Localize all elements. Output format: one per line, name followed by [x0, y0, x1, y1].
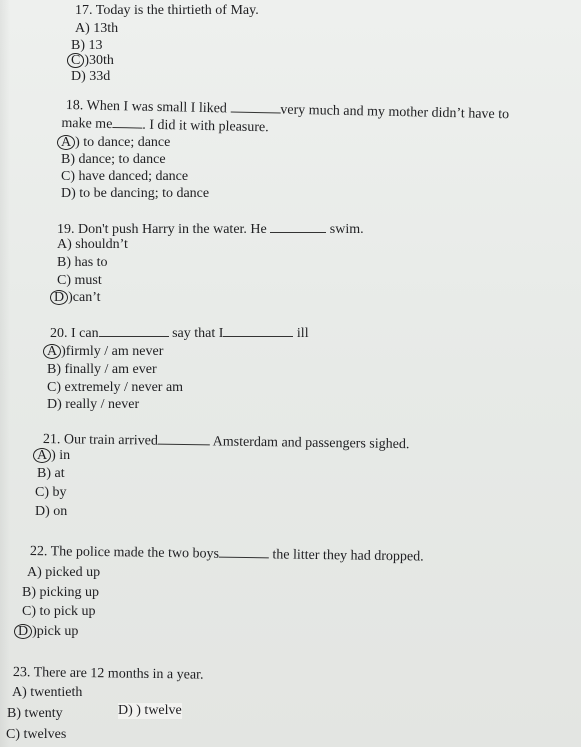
question-17-text: 17. Today is the thirtieth of May.	[75, 3, 259, 18]
question-19-option-c: C) must	[57, 273, 102, 288]
question-23-option-c: C) twelves	[6, 727, 67, 742]
question-21-option-b: B) at	[37, 466, 65, 481]
question-17-option-d: D) 33d	[71, 69, 111, 84]
answer-circle-mark: A	[33, 448, 51, 463]
question-19-option-a: A) shouldn’t	[57, 237, 128, 252]
question-20-option-b: B) finally / am ever	[47, 362, 157, 377]
question-22-option-d: D )pick up	[18, 624, 78, 640]
question-23-option-b: B) twenty	[7, 706, 63, 721]
page-edge-shadow	[0, 0, 10, 747]
answer-circle-mark: D	[14, 624, 32, 639]
question-19-option-b: B) has to	[57, 255, 108, 270]
question-18-option-a: A ) to dance; dance	[61, 135, 170, 151]
question-19-option-d: D )can’t	[54, 289, 101, 306]
question-20-option-c: C) extremely / never am	[47, 380, 184, 395]
question-20-text: 20. I can say that I ill	[50, 326, 309, 341]
question-19-text: 19. Don't push Harry in the water. He swim.	[57, 222, 364, 237]
question-20-option-d: D) really / never	[47, 397, 140, 412]
question-21-option-a: A ) in	[37, 448, 70, 464]
question-22-option-c: C) to pick up	[22, 604, 96, 619]
answer-circle-mark: D	[50, 290, 68, 305]
question-17-option-b: B) 13	[71, 38, 103, 53]
question-18-option-c: C) have danced; dance	[61, 169, 189, 184]
answer-circle-mark: A	[57, 135, 75, 150]
question-21-option-d: D) on	[35, 504, 68, 519]
question-22-option-a: A) picked up	[27, 565, 101, 580]
question-23-option-a: A) twentieth	[12, 685, 83, 700]
answer-circle-mark: A	[43, 344, 61, 359]
question-20-option-a: A )firmly / am never	[47, 343, 163, 360]
question-23-option-d: D) ) twelve	[118, 703, 182, 718]
question-23-text: 23. There are 12 months in a year.	[12, 664, 204, 683]
question-22-option-b: B) picking up	[22, 585, 99, 600]
question-17-option-a: A) 13th	[75, 21, 119, 36]
question-18-option-d: D) to be dancing; to dance	[61, 186, 210, 201]
question-21-option-c: C) by	[35, 485, 67, 500]
question-18-text-line-2: make me . I did it with pleasure.	[61, 115, 269, 136]
question-22-text: 22. The police made the two boys the litter they had dropped.	[29, 543, 424, 565]
question-17-option-c: C )30th	[71, 52, 114, 69]
question-18-option-b: B) dance; to dance	[61, 152, 166, 167]
question-21-text: 21. Our train arrived Amsterdam and passengers sighed.	[42, 431, 410, 453]
question-18-text-line-1: 18. When I was small I liked very much and my mother didn’t have to	[65, 97, 510, 123]
answer-circle-mark: C	[67, 53, 84, 68]
